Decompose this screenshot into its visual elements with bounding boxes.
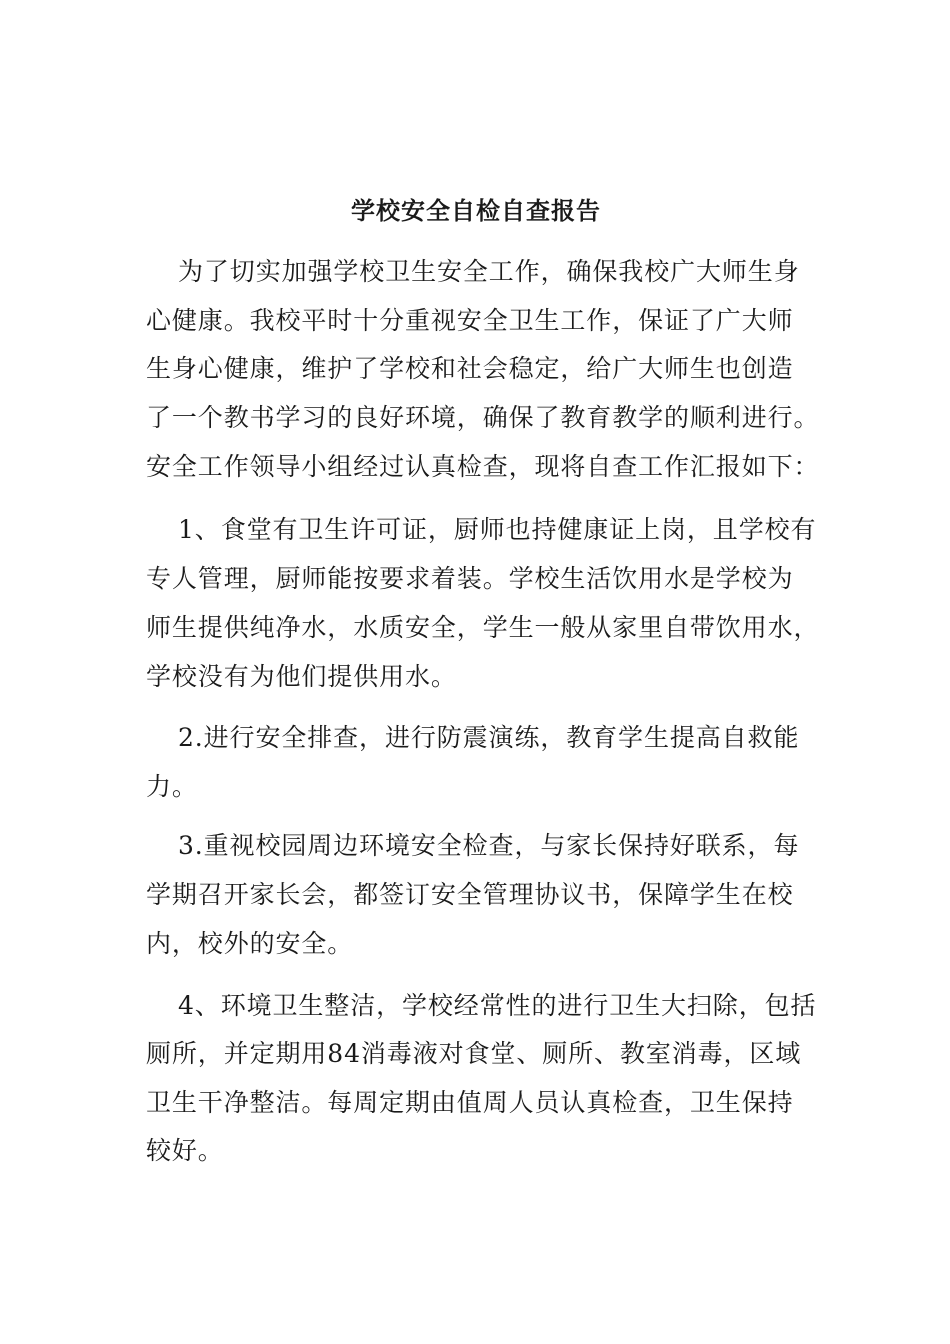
paragraph-4-line-3: 内，校外的安全。 (146, 929, 354, 958)
paragraph-2-line-3: 师生提供纯净水，水质安全，学生一般从家里自带饮用水， (146, 613, 820, 642)
paragraph-1-line-2: 心健康。我校平时十分重视安全卫生工作，保证了广大师 (146, 306, 794, 335)
paragraph-3-line-1: 2.进行安全排查，进行防震演练，教育学生提高自救能 (178, 723, 800, 752)
paragraph-2-line-2: 专人管理，厨师能按要求着装。学校生活饮用水是学校为 (146, 564, 794, 593)
paragraph-5-line-2: 厕所，并定期用84消毒液对食堂、厕所、教室消毒，区域 (146, 1039, 802, 1068)
paragraph-5-line-4: 较好。 (146, 1136, 224, 1165)
document-title: 学校安全自检自查报告 (351, 196, 601, 225)
paragraph-2-line-1: 1、食堂有卫生许可证，厨师也持健康证上岗，且学校有 (178, 515, 817, 544)
paragraph-3-line-2: 力。 (146, 772, 198, 801)
paragraph-1-line-3: 生身心健康，维护了学校和社会稳定，给广大师生也创造 (146, 354, 794, 383)
paragraph-1-line-1: 为了切实加强学校卫生安全工作，确保我校广大师生身 (178, 257, 800, 286)
paragraph-2-line-4: 学校没有为他们提供用水。 (146, 662, 457, 691)
paragraph-5-line-1: 4、环境卫生整洁，学校经常性的进行卫生大扫除，包括 (178, 991, 817, 1020)
paragraph-1-line-5: 安全工作领导小组经过认真检查，现将自查工作汇报如下： (146, 452, 820, 481)
paragraph-1-line-4: 了一个教书学习的良好环境，确保了教育教学的顺利进行。 (146, 403, 820, 432)
paragraph-5-line-3: 卫生干净整洁。每周定期由值周人员认真检查，卫生保持 (146, 1088, 794, 1117)
paragraph-4-line-1: 3.重视校园周边环境安全检查，与家长保持好联系，每 (178, 831, 800, 860)
paragraph-4-line-2: 学期召开家长会，都签订安全管理协议书，保障学生在校 (146, 880, 794, 909)
